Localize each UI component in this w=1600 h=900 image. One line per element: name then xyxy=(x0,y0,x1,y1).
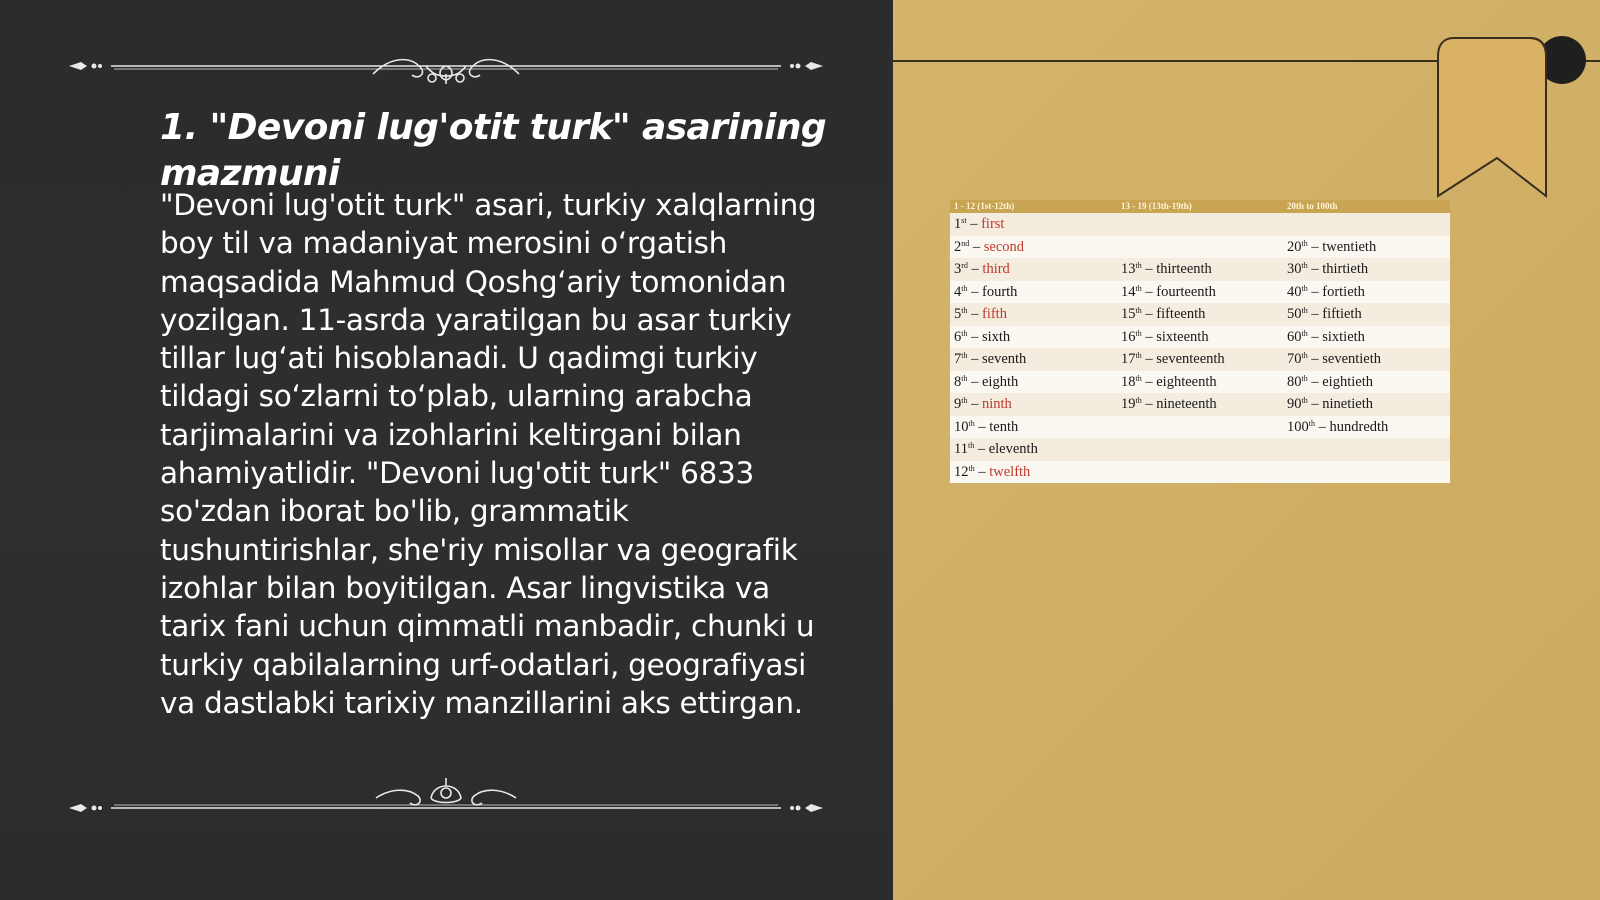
ordinal-number: 3 xyxy=(954,261,962,277)
table-cell xyxy=(950,438,1117,461)
ordinal-number: 17 xyxy=(1121,351,1136,367)
ordinal-word: sixth xyxy=(981,328,1011,345)
ordinal-word: sixtieth xyxy=(1322,328,1365,345)
ordinal-suffix: th xyxy=(1135,283,1142,293)
table-cell xyxy=(950,416,1117,439)
table-cell xyxy=(1117,303,1283,326)
table-cell xyxy=(950,281,1117,304)
dash-separator: – xyxy=(1141,351,1157,367)
dash-separator: – xyxy=(967,373,982,390)
dash-separator: – xyxy=(967,306,982,322)
ordinal-word: seventieth xyxy=(1322,351,1382,367)
dash-separator: – xyxy=(1307,396,1323,412)
table-cell xyxy=(1283,258,1450,281)
dash-separator: – xyxy=(1307,351,1323,367)
table-row xyxy=(950,348,1450,371)
ordinal-suffix: th xyxy=(1135,373,1142,383)
dash-separator: – xyxy=(969,238,984,255)
dash-separator: – xyxy=(967,351,982,367)
table-cell xyxy=(1283,213,1450,236)
top-flourish-ornament xyxy=(66,44,826,84)
table-cell xyxy=(1283,303,1450,326)
ordinal-number: 15 xyxy=(1121,306,1136,322)
ordinal-number: 1 xyxy=(954,216,962,232)
ordinal-suffix: th xyxy=(1308,418,1315,428)
dash-separator: – xyxy=(1141,396,1157,412)
table-cell xyxy=(1117,213,1283,236)
ordinal-suffix: th xyxy=(1301,373,1308,383)
ordinal-number: 18 xyxy=(1121,373,1136,390)
ordinal-word: eleventh xyxy=(988,441,1038,457)
table-header-cell: 13 - 19 (13th-19th) xyxy=(1117,200,1283,213)
table-row xyxy=(950,213,1450,236)
ordinal-suffix: th xyxy=(1301,396,1308,405)
ordinal-suffix: th xyxy=(961,328,968,338)
ordinal-word: twentieth xyxy=(1322,238,1377,255)
ordinal-number: 80 xyxy=(1287,373,1302,390)
ordinal-suffix: th xyxy=(961,373,968,383)
dash-separator: – xyxy=(966,216,982,232)
table-cell xyxy=(1283,371,1450,394)
table-cell xyxy=(1117,348,1283,371)
table-cell xyxy=(950,461,1117,484)
ordinal-word: thirtieth xyxy=(1322,261,1369,277)
table-cell xyxy=(950,236,1117,259)
table-row xyxy=(950,281,1450,304)
table-cell xyxy=(1117,393,1283,416)
table-row xyxy=(950,303,1450,326)
ordinal-word: eighth xyxy=(981,373,1019,390)
ordinal-number: 2 xyxy=(954,238,962,255)
ordinal-number: 5 xyxy=(954,306,962,322)
ordinal-number: 11 xyxy=(954,441,968,457)
dash-separator: – xyxy=(1141,373,1157,390)
dash-separator: – xyxy=(967,396,982,412)
ordinal-number: 9 xyxy=(954,396,962,412)
table-row xyxy=(950,236,1450,259)
table-cell xyxy=(1283,438,1450,461)
dash-separator: – xyxy=(1307,238,1323,255)
ordinal-word: seventh xyxy=(981,351,1027,367)
table-cell xyxy=(1283,393,1450,416)
table-row xyxy=(950,438,1450,461)
ordinal-number: 50 xyxy=(1287,306,1302,322)
dash-separator: – xyxy=(1307,328,1323,345)
table-row xyxy=(950,326,1450,349)
table-cell xyxy=(1117,438,1283,461)
ordinal-word: twelfth xyxy=(989,463,1031,480)
table-cell xyxy=(950,348,1117,371)
ordinal-word: thirteenth xyxy=(1156,261,1212,277)
ordinal-word: fortieth xyxy=(1322,283,1365,300)
ordinal-suffix: th xyxy=(1135,351,1142,360)
ordinal-word: ninth xyxy=(981,396,1012,412)
table-header-cell: 1 - 12 (1st-12th) xyxy=(950,200,1117,213)
table-cell xyxy=(1117,461,1283,484)
ordinal-number: 6 xyxy=(954,328,962,345)
ordinal-suffix: th xyxy=(967,441,975,450)
table-cell xyxy=(950,258,1117,281)
dash-separator: – xyxy=(1141,328,1157,345)
dash-separator: – xyxy=(967,283,982,300)
dash-separator: – xyxy=(1141,283,1157,300)
table-cell xyxy=(1283,236,1450,259)
table-header-cell: 20th to 100th xyxy=(1283,200,1450,213)
ordinal-word: ninetieth xyxy=(1322,396,1373,412)
table-cell xyxy=(1283,348,1450,371)
ordinal-word: sixteenth xyxy=(1156,328,1209,345)
ordinal-word: eighteenth xyxy=(1156,373,1217,390)
ordinal-suffix: th xyxy=(961,396,968,405)
ordinal-word: first xyxy=(981,216,1005,232)
table-cell xyxy=(950,393,1117,416)
ordinal-number: 19 xyxy=(1121,396,1136,412)
ordinal-suffix: th xyxy=(1301,351,1308,360)
ordinal-word: seventeenth xyxy=(1156,351,1225,367)
ordinal-number: 14 xyxy=(1121,283,1136,300)
dash-separator: – xyxy=(1307,283,1323,300)
table-cell xyxy=(1283,461,1450,484)
table-cell xyxy=(950,326,1117,349)
dash-separator: – xyxy=(1141,306,1157,322)
bottom-flourish-ornament xyxy=(66,778,826,818)
ordinal-word: tenth xyxy=(989,418,1019,435)
ordinal-word: fifteenth xyxy=(1156,306,1206,322)
ordinal-suffix: th xyxy=(961,283,968,293)
table-row xyxy=(950,416,1450,439)
dash-separator: – xyxy=(974,441,989,457)
dash-separator: – xyxy=(1307,306,1323,322)
ordinal-number: 10 xyxy=(954,418,969,435)
table-cell xyxy=(950,371,1117,394)
ordinal-number: 7 xyxy=(954,351,962,367)
dash-separator: – xyxy=(1307,261,1323,277)
ordinal-number: 90 xyxy=(1287,396,1302,412)
ordinal-suffix: th xyxy=(961,351,968,360)
table-cell xyxy=(1283,281,1450,304)
bookmark-ribbon-icon xyxy=(1434,36,1589,201)
ordinal-word: eightieth xyxy=(1322,373,1373,390)
ordinal-suffix: th xyxy=(968,418,975,428)
dash-separator: – xyxy=(1307,373,1323,390)
ordinal-suffix: nd xyxy=(961,238,970,248)
ordinal-number: 13 xyxy=(1121,261,1136,277)
ordinal-number: 12 xyxy=(954,463,969,480)
ordinal-word: fourth xyxy=(981,283,1018,300)
ordinal-number: 100 xyxy=(1287,418,1309,435)
table-cell xyxy=(950,213,1117,236)
ordinal-suffix: th xyxy=(1135,396,1142,405)
table-cell xyxy=(1117,371,1283,394)
ordinal-word: fifth xyxy=(981,306,1007,322)
ordinal-suffix: th xyxy=(1135,261,1142,270)
ordinal-suffix: th xyxy=(1135,328,1142,338)
table-cell xyxy=(950,303,1117,326)
ordinal-number: 4 xyxy=(954,283,962,300)
table-row xyxy=(950,371,1450,394)
ordinal-word: third xyxy=(982,261,1010,277)
dash-separator: – xyxy=(1314,418,1330,435)
table-cell xyxy=(1117,236,1283,259)
ordinal-suffix: st xyxy=(961,216,967,225)
ordinal-word: fiftieth xyxy=(1322,306,1362,322)
dash-separator: – xyxy=(974,463,990,480)
table-row xyxy=(950,461,1450,484)
dash-separator: – xyxy=(1141,261,1157,277)
ordinal-number: 16 xyxy=(1121,328,1136,345)
table-cell xyxy=(1117,258,1283,281)
slide-title: 1. "Devoni lug'otit turk" asarining mazmuni xyxy=(160,107,827,194)
ordinal-word: hundredth xyxy=(1329,418,1389,435)
table-row xyxy=(950,393,1450,416)
table-row xyxy=(950,258,1450,281)
ordinal-number: 20 xyxy=(1287,238,1302,255)
ordinal-suffix: th xyxy=(961,306,968,315)
slide-body-text: "Devoni lug'otit turk" asari, turkiy xalqlarning boy til va madaniyat merosini o‘rgatish maqsadida Mahmud Qoshg‘ariy tomonidan yozilgan. 11-asrda yaratilgan bu asar turkiy tillar lug‘ati hisoblanadi. U qadimgi turkiy tildagi so‘zlarni to‘plab, ularning arabcha tarjimalarini va izohlarini keltirgani bilan ahamiyatlidir. "Devoni lug'otit turk" 6833 so'zdan iborat bo'lib, grammatik tushuntirishlar, she'riy misollar va geografik izohlar bilan boyitilgan. Asar lingvistika va tarix fani uchun qimmatli manbadir, chunki u turkiy qabilalarning urf-odatlari, geografiyasi va dastlabki tarixiy manzillarini aks ettirgan. xyxy=(160,188,817,720)
ordinal-number: 40 xyxy=(1287,283,1302,300)
table-cell xyxy=(1117,326,1283,349)
table-cell xyxy=(1283,326,1450,349)
ordinal-number: 60 xyxy=(1287,328,1302,345)
ordinal-numbers-table xyxy=(950,200,1450,483)
table-header-row xyxy=(950,200,1450,213)
ordinal-word: nineteenth xyxy=(1156,396,1217,412)
dash-separator: – xyxy=(967,328,982,345)
ordinal-number: 70 xyxy=(1287,351,1302,367)
ordinal-suffix: rd xyxy=(961,261,968,270)
ordinal-suffix: th xyxy=(1301,283,1308,293)
ordinal-suffix: th xyxy=(968,463,975,473)
ordinal-word: second xyxy=(983,238,1025,255)
ordinal-suffix: th xyxy=(1301,261,1308,270)
ordinal-suffix: th xyxy=(1301,238,1308,248)
ordinal-suffix: th xyxy=(1301,328,1308,338)
ordinal-word: fourteenth xyxy=(1156,283,1216,300)
table-cell xyxy=(1117,281,1283,304)
table-cell xyxy=(1283,416,1450,439)
ordinal-suffix: th xyxy=(1301,306,1308,315)
ordinal-number: 30 xyxy=(1287,261,1302,277)
table-cell xyxy=(1117,416,1283,439)
ordinal-suffix: th xyxy=(1135,306,1142,315)
ordinal-number: 8 xyxy=(954,373,962,390)
dash-separator: – xyxy=(967,261,983,277)
dash-separator: – xyxy=(974,418,990,435)
